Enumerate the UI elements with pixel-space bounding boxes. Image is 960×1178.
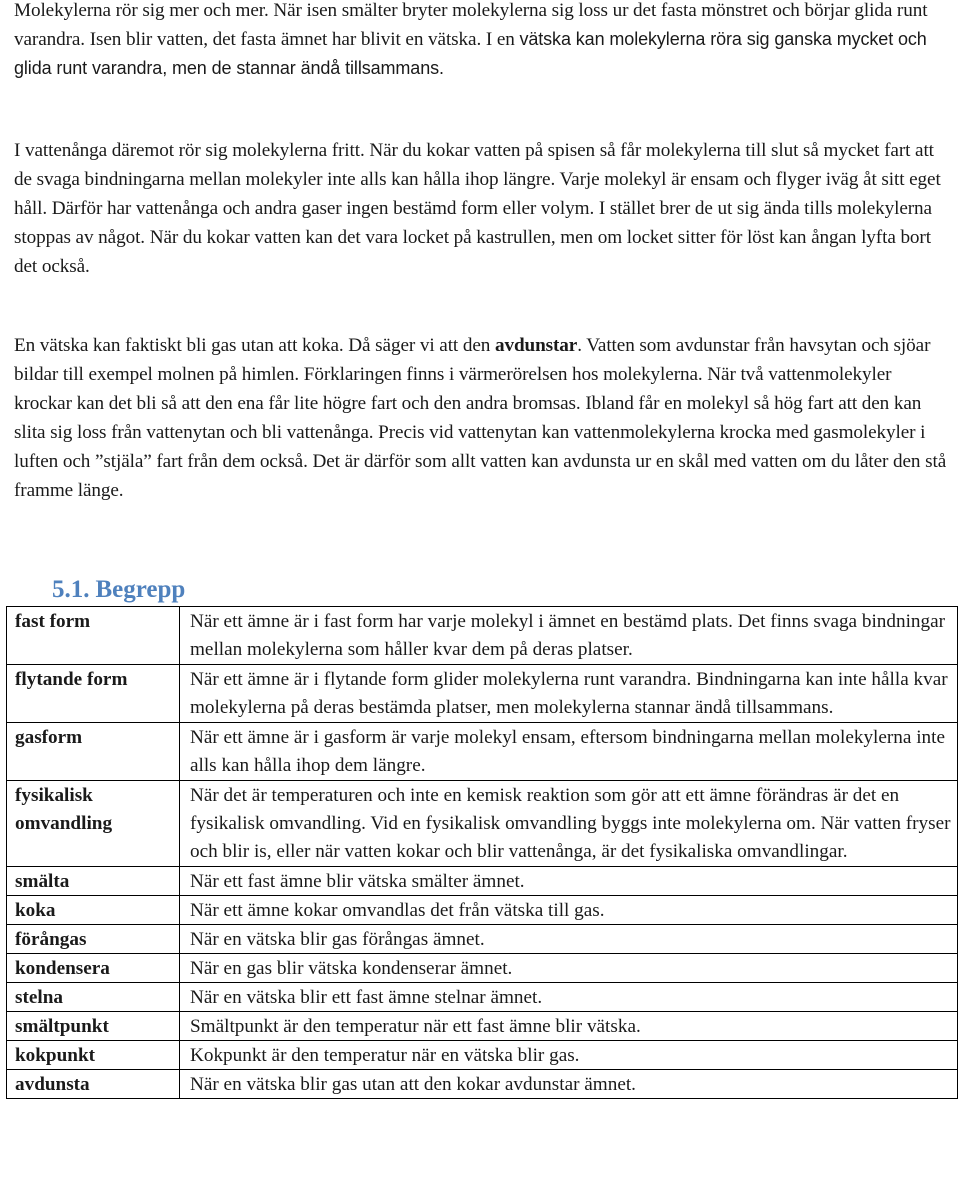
definition-cell: När ett fast ämne blir vätska smälter ämnet. xyxy=(180,867,958,896)
definition-cell: När ett ämne är i fast form har varje molekyl i ämnet en bestämd plats. Det finns svaga bindningar mellan molekylerna som håller kvar dem på deras platser. xyxy=(180,607,958,665)
table-row xyxy=(7,896,958,925)
paragraph-melting-text: Molekylerna rör sig mer och mer. När isen smälter bryter molekylerna sig loss ur det fasta mönstret och börjar glida runt varandra. Isen blir vatten, det fasta ämnet har blivit en vätska. I en xyxy=(14,0,928,50)
paragraph-evaporation xyxy=(14,331,954,505)
term-cell: flytande form xyxy=(7,665,180,723)
paragraph-water-vapor: I vattenånga däremot rör sig molekylerna fritt. När du kokar vatten på spisen så får molekylerna till slut så mycket fart att de svaga bindningarna mellan molekyler inte alls kan hålla ihop längre. Varje molekyl är ensam och flyger iväg åt sitt eget håll. Därför har vattenånga och andra gaser ingen bestämd form eller volym. I stället brer de ut sig ända tills molekylerna stoppas av något. När du kokar vatten kan det vara locket på kastrullen, men om locket sitter för löst kan ångan lyfta bort det också. xyxy=(14,140,941,277)
term-cell: smälta xyxy=(7,867,180,896)
definition-cell: När en vätska blir gas förångas ämnet. xyxy=(180,925,958,954)
table-row xyxy=(7,607,958,665)
table-row xyxy=(7,665,958,723)
term-cell: smältpunkt xyxy=(7,1012,180,1041)
term-cell: fast form xyxy=(7,607,180,665)
table-row xyxy=(7,867,958,896)
paragraph-evaporation-text: En vätska kan faktiskt bli gas utan att koka. Då säger vi att den xyxy=(14,335,495,356)
paragraph-evaporation-continued: . Vatten som avdunstar från havsytan och sjöar bildar till exempel molnen på himlen. Förklaringen finns i värmerörelsen hos molekylerna. När två vattenmolekyler krockar kan det bli så att den ena får lite högre fart och den andra bromsas. Ibland får en molekyl så hög fart att den kan slita sig loss från vattenytan och bli vattenånga. Precis vid vattenytan kan vattenmolekylerna krocka med gasmolekyler i luften och ”stjäla” fart från dem också. Det är därför som allt vatten kan avdunsta ur en skål med vatten om du låter den stå framme länge. xyxy=(14,335,947,501)
term-cell: kokpunkt xyxy=(7,1041,180,1070)
emphasis-avdunstar: avdunstar xyxy=(494,335,578,356)
table-row xyxy=(7,954,958,983)
section-title: Begrepp xyxy=(95,576,186,603)
term-cell: gasform xyxy=(7,723,180,781)
table-row xyxy=(7,925,958,954)
paragraph-melting-continued: vätska kan molekylerna röra sig ganska mycket och glida runt varandra, men de stannar ändå tillsammans. xyxy=(14,29,927,78)
term-cell: förångas xyxy=(7,925,180,954)
definition-cell: När ett ämne är i gasform är varje molekyl ensam, eftersom bindningarna mellan molekylerna inte alls kan hålla ihop dem längre. xyxy=(180,723,958,781)
table-row xyxy=(7,723,958,781)
definition-cell: När en gas blir vätska kondenserar ämnet. xyxy=(180,954,958,983)
terms-table xyxy=(6,606,958,1099)
definition-cell: När ett ämne är i flytande form glider molekylerna runt varandra. Bindningarna kan inte hålla kvar molekylerna på deras bestämda platser, men molekylerna stannar ändå tillsammans. xyxy=(180,665,958,723)
table-row xyxy=(7,1012,958,1041)
paragraph-melting xyxy=(14,0,954,83)
definition-cell: När en vätska blir gas utan att den kokar avdunstar ämnet. xyxy=(180,1070,958,1099)
table-row xyxy=(7,781,958,867)
term-cell: kondensera xyxy=(7,954,180,983)
term-cell: avdunsta xyxy=(7,1070,180,1099)
table-row xyxy=(7,1041,958,1070)
term-cell: stelna xyxy=(7,983,180,1012)
term-cell: fysikalisk omvandling xyxy=(7,781,180,867)
definition-cell: När ett ämne kokar omvandlas det från vätska till gas. xyxy=(180,896,958,925)
definition-cell: När det är temperaturen och inte en kemisk reaktion som gör att ett ämne förändras är det en fysikalisk omvandling. Vid en fysikalisk omvandling byggs inte molekylerna om. När vatten fryser och blir is, eller när vatten kokar och blir vattenånga, är det fysikaliska omvandlingar. xyxy=(180,781,958,867)
term-cell: koka xyxy=(7,896,180,925)
table-row xyxy=(7,1070,958,1099)
definition-cell: När en vätska blir ett fast ämne stelnar ämnet. xyxy=(180,983,958,1012)
section-number: 5.1. xyxy=(52,576,90,603)
table-row xyxy=(7,983,958,1012)
definition-cell: Kokpunkt är den temperatur när en vätska blir gas. xyxy=(180,1041,958,1070)
definition-cell: Smältpunkt är den temperatur när ett fast ämne blir vätska. xyxy=(180,1012,958,1041)
section-heading xyxy=(52,574,185,606)
